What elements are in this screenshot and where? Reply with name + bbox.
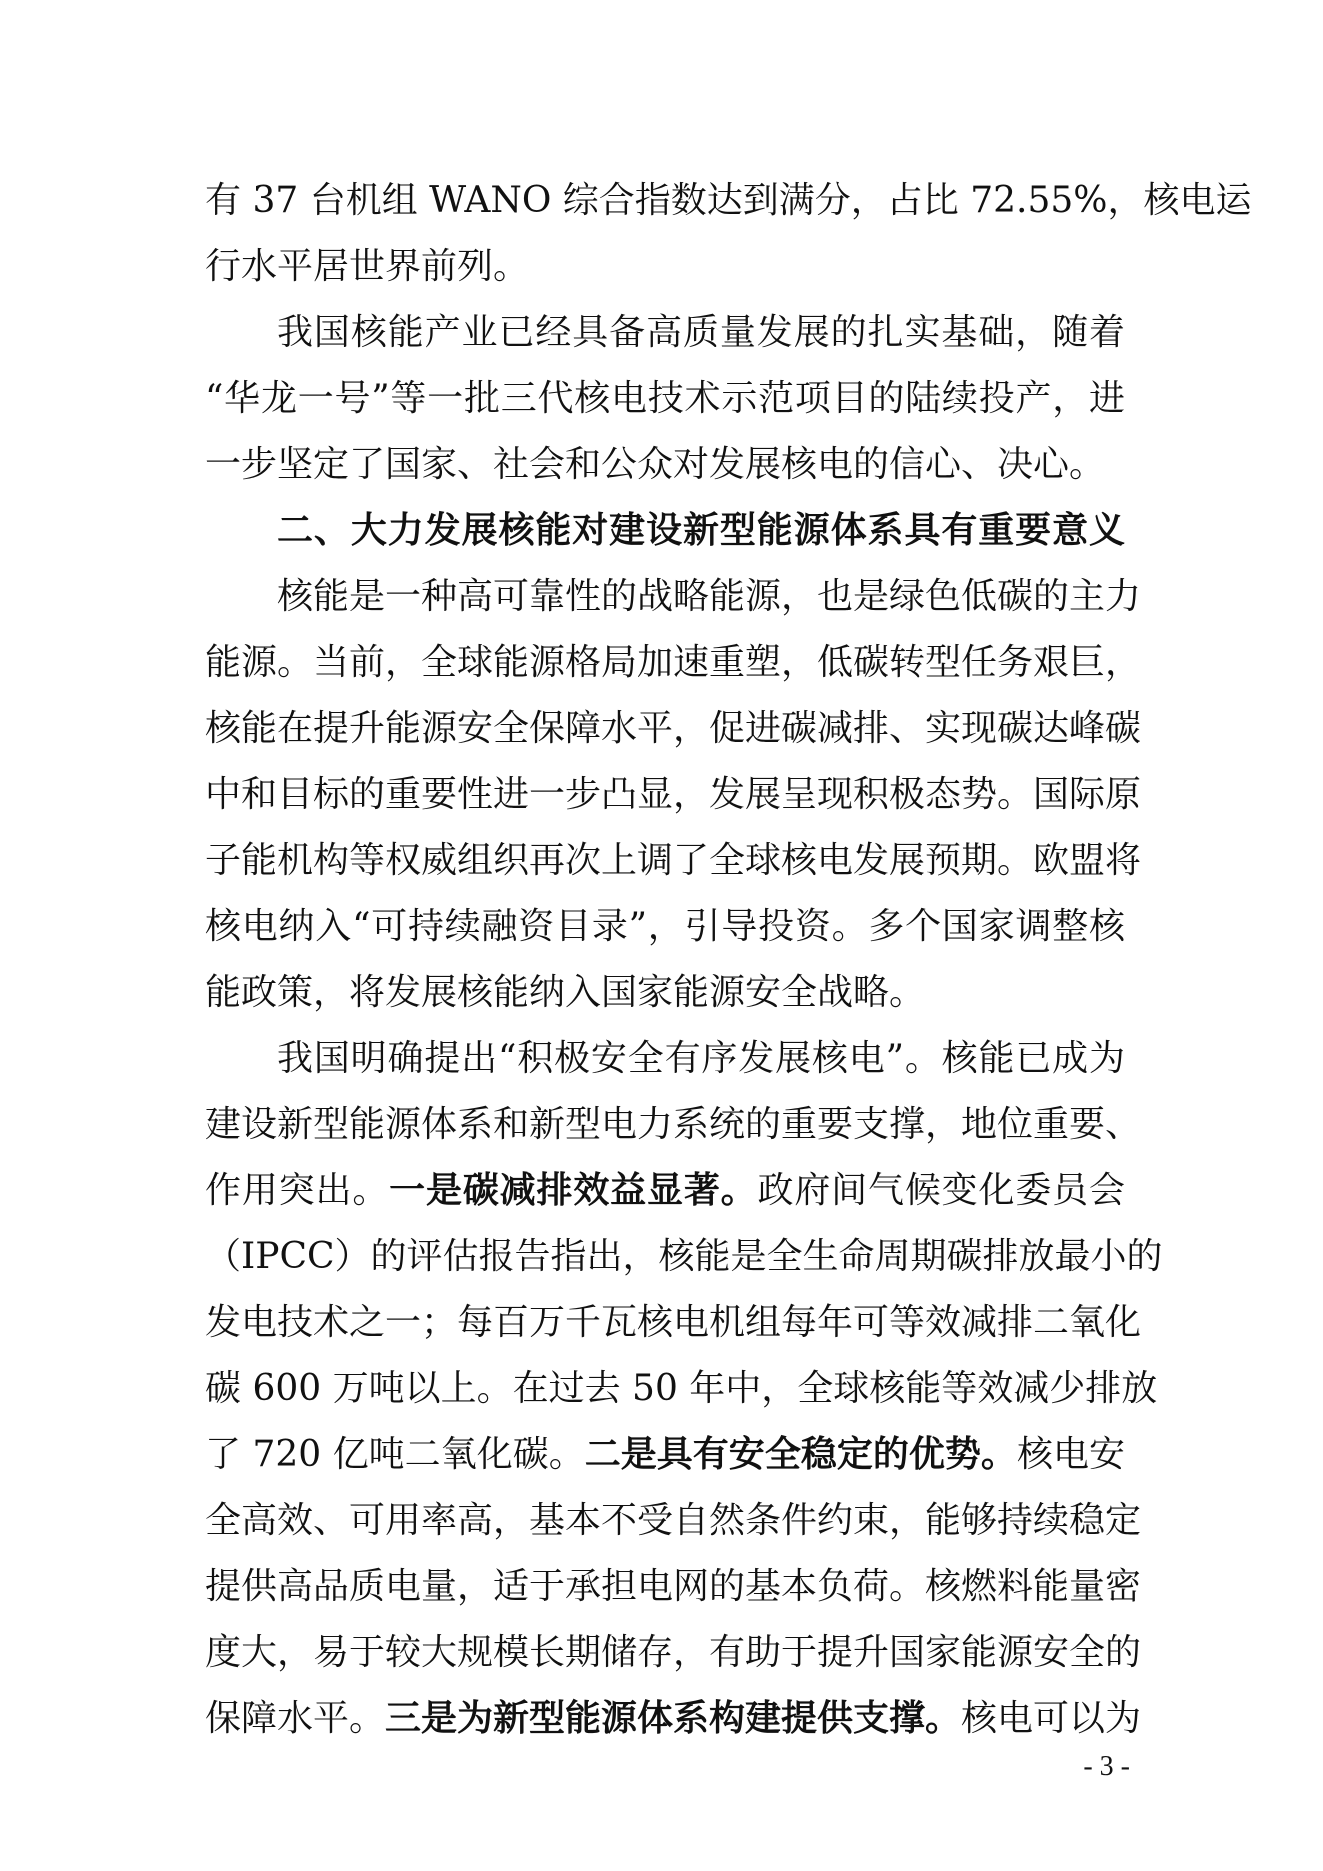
page-number: - 3 - bbox=[1083, 1751, 1130, 1782]
paragraph-4-line-3-text: 作用突出。 bbox=[205, 1170, 390, 1211]
paragraph-3-line-7: 能政策，将发展核能纳入国家能源安全战略。 bbox=[205, 972, 926, 1013]
section-heading: 二、大力发展核能对建设新型能源体系具有重要意义 bbox=[277, 510, 1125, 551]
key-point-2: 二是具有安全稳定的优势。 bbox=[584, 1434, 1017, 1475]
paragraph-4-line-3 bbox=[205, 1158, 1125, 1224]
paragraph-3-line-3: 核能在提升能源安全保障水平，促进碳减排、实现碳达峰碳 bbox=[205, 708, 1142, 749]
paragraph-4-line-7-text-end: 核电安 bbox=[1016, 1434, 1125, 1475]
paragraph-4-line-4: （IPCC）的评估报告指出，核能是全生命周期碳排放最小的 bbox=[205, 1236, 1163, 1277]
paragraph-3-line-2: 能源。当前，全球能源格局加速重塑，低碳转型任务艰巨， bbox=[205, 642, 1142, 683]
paragraph-4-line-3-text-end: 政府间气候变化委员会 bbox=[757, 1170, 1125, 1211]
paragraph-2-line-2: “华龙一号”等一批三代核电技术示范项目的陆续投产，进 bbox=[205, 378, 1125, 419]
paragraph-2-line-1: 我国核能产业已经具备高质量发展的扎实基础，随着 bbox=[277, 312, 1125, 353]
paragraph-4-line-2: 建设新型能源体系和新型电力系统的重要支撑，地位重要、 bbox=[205, 1104, 1142, 1145]
paragraph-4-line-7 bbox=[205, 1422, 1125, 1488]
paragraph-4-line-6: 碳 600 万吨以上。在过去 50 年中，全球核能等效减少排放 bbox=[205, 1368, 1158, 1409]
key-point-1: 一是碳减排效益显著。 bbox=[389, 1170, 758, 1211]
key-point-3: 三是为新型能源体系构建提供支撑。 bbox=[385, 1698, 962, 1739]
paragraph-4-line-11-text-end: 核电可以为 bbox=[961, 1698, 1142, 1739]
paragraph-4-line-10: 度大，易于较大规模长期储存，有助于提升国家能源安全的 bbox=[205, 1632, 1142, 1673]
paragraph-3-line-1: 核能是一种高可靠性的战略能源，也是绿色低碳的主力 bbox=[277, 576, 1142, 617]
paragraph-4-line-9: 提供高品质电量，适于承担电网的基本负荷。核燃料能量密 bbox=[205, 1566, 1142, 1607]
paragraph-3-line-6: 核电纳入“可持续融资目录”，引导投资。多个国家调整核 bbox=[205, 906, 1125, 947]
paragraph-2-line-3: 一步坚定了国家、社会和公众对发展核电的信心、决心。 bbox=[205, 444, 1106, 485]
paragraph-3-line-5: 子能机构等权威组织再次上调了全球核电发展预期。欧盟将 bbox=[205, 840, 1142, 881]
paragraph-4-line-11-text: 保障水平。 bbox=[205, 1698, 386, 1739]
paragraph-4-line-11 bbox=[205, 1686, 1142, 1752]
paragraph-4-line-7-text: 了 720 亿吨二氧化碳。 bbox=[205, 1434, 585, 1475]
paragraph-4-line-5: 发电技术之一；每百万千瓦核电机组每年可等效减排二氧化 bbox=[205, 1302, 1142, 1343]
paragraph-4-line-8: 全高效、可用率高，基本不受自然条件约束，能够持续稳定 bbox=[205, 1500, 1142, 1541]
paragraph-4-line-1: 我国明确提出“积极安全有序发展核电”。核能已成为 bbox=[277, 1038, 1125, 1079]
paragraph-1-line-1: 有 37 台机组 WANO 综合指数达到满分，占比 72.55%，核电运 bbox=[205, 180, 1252, 221]
paragraph-1-line-2: 行水平居世界前列。 bbox=[205, 246, 530, 287]
paragraph-3-line-4: 中和目标的重要性进一步凸显，发展呈现积极态势。国际原 bbox=[205, 774, 1142, 815]
